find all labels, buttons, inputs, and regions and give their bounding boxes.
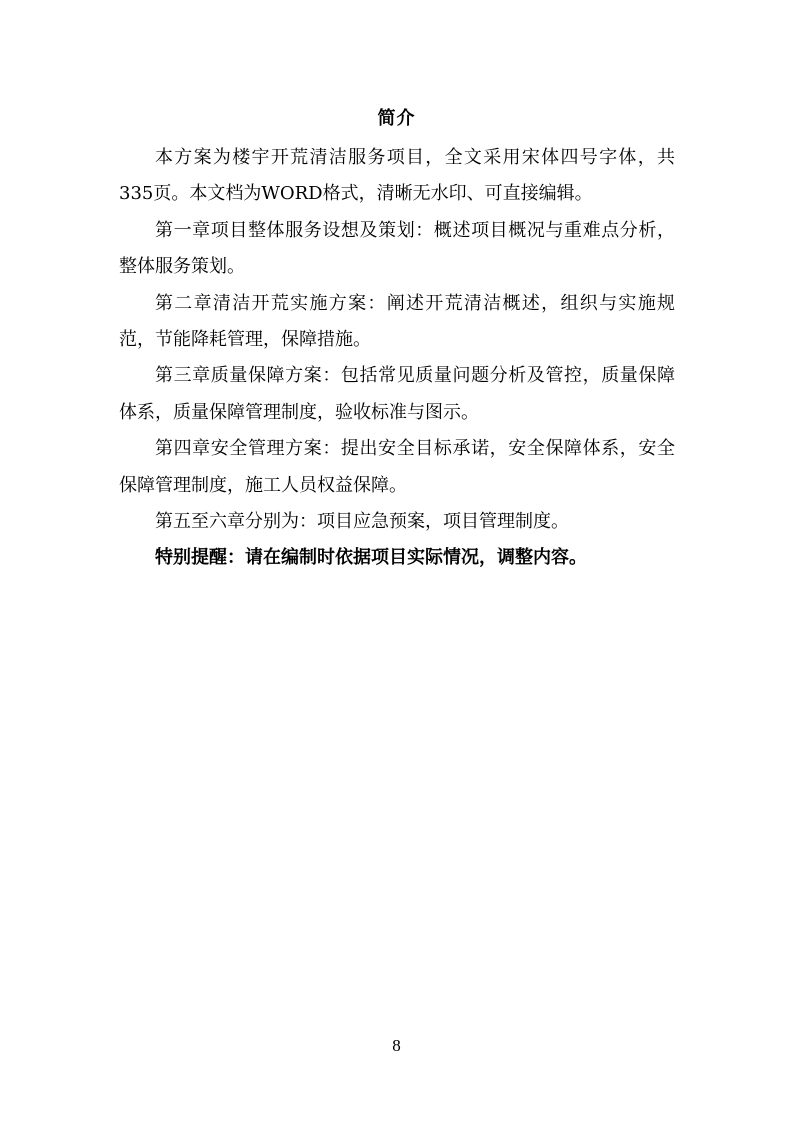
chapter-five-six-paragraph: 第五至六章分别为：项目应急预案，项目管理制度。 — [155, 511, 569, 533]
chapter-two-paragraph: 第二章清洁开荒实施方案：阐述开荒清洁概述，组织与实施规范，节能降耗管理，保障措施。 — [119, 292, 675, 351]
chapter-three-paragraph: 第三章质量保障方案：包括常见质量问题分析及管控，质量保障体系，质量保障管理制度，验收标准与图示。 — [119, 365, 675, 423]
page-number: 8 — [392, 1036, 401, 1055]
document-body — [119, 140, 675, 577]
chapter-four-paragraph: 第四章安全管理方案：提出安全目标承诺，安全保障体系，安全保障管理制度，施工人员权益保障。 — [119, 438, 675, 496]
chapter-one-paragraph: 第一章项目整体服务设想及策划：概述项目概况与重难点分析，整体服务策划。 — [119, 219, 675, 278]
special-reminder: 特别提醒：请在编制时依据项目实际情况，调整内容。 — [155, 547, 587, 569]
intro-paragraph: 本方案为楼宇开荒清洁服务项目，全文采用宋体四号字体，共335页。本文档为WORD格式，清晰无水印、可直接编辑。 — [119, 147, 675, 205]
page-title: 简介 — [377, 108, 416, 129]
